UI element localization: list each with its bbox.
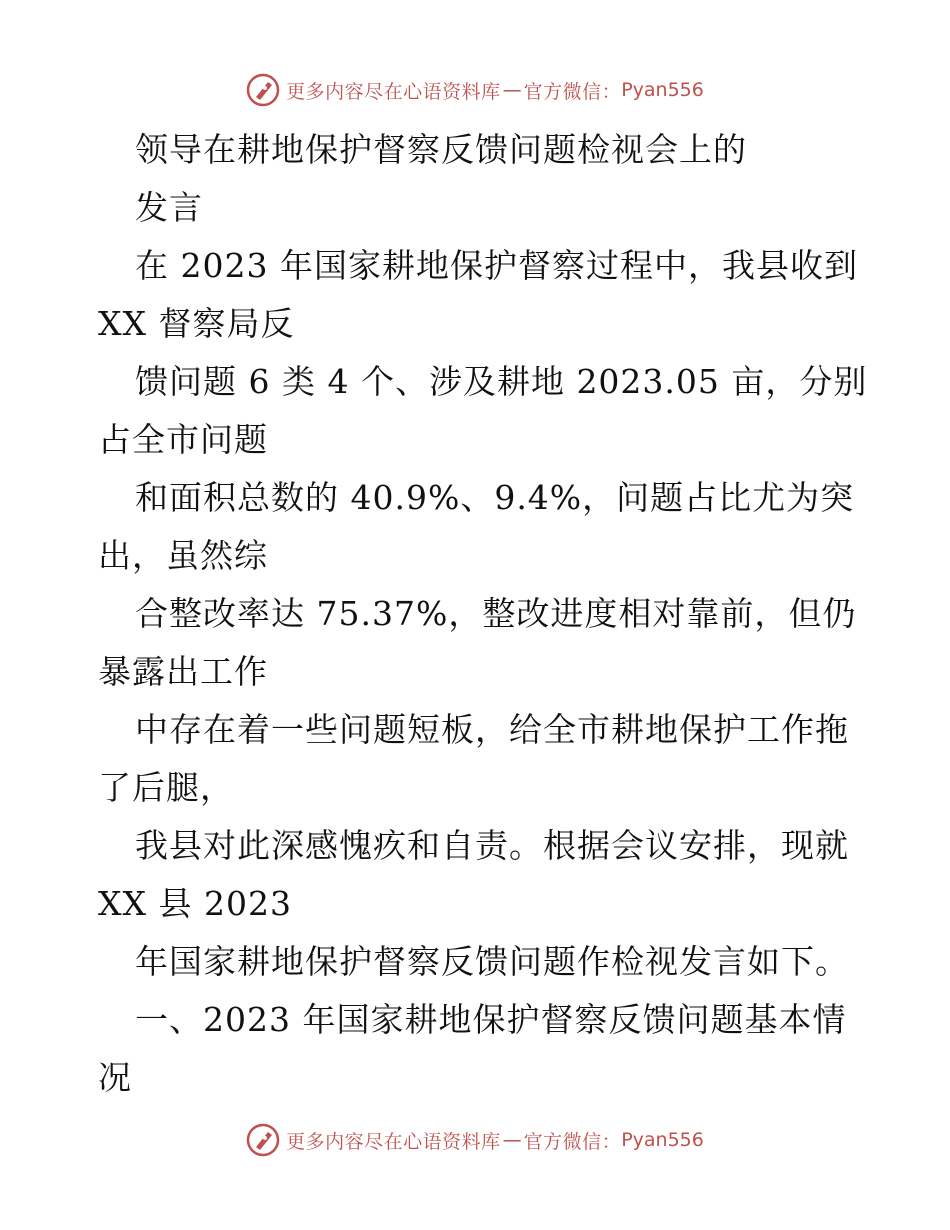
- text-line: 出，虽然综: [98, 536, 268, 575]
- text-line: 中存在着一些问题短板，给全市耕地保护工作拖: [135, 710, 849, 749]
- text-line: 发言: [135, 188, 203, 227]
- text-line: 一、2023 年国家耕地保护督察反馈问题基本情: [135, 1000, 847, 1039]
- watermark-wechat-label: 官方微信：: [523, 1130, 622, 1153]
- text-line: 在 2023 年国家耕地保护督察过程中，我县收到: [135, 246, 858, 285]
- watermark-wechat-id: Pyan556: [621, 1129, 704, 1151]
- watermark-separator: —: [502, 1129, 522, 1151]
- watermark-wechat-id: Pyan556: [621, 79, 704, 101]
- text-line: 占全市问题: [98, 420, 268, 459]
- text-line: 馈问题 6 类 4 个、涉及耕地 2023.05 亩，分别: [135, 362, 868, 401]
- text-line: 了后腿，: [98, 768, 234, 807]
- pen-nib-logo-icon: [246, 1123, 280, 1157]
- text-line: XX 督察局反: [98, 304, 295, 343]
- watermark-wechat-label: 官方微信：: [523, 80, 622, 103]
- text-line: 和面积总数的 40.9%、9.4%，问题占比尤为突: [135, 478, 855, 517]
- document-body: [98, 121, 868, 1107]
- text-line: 况: [98, 1058, 132, 1097]
- watermark-header: [0, 70, 950, 110]
- pen-nib-logo-icon: [246, 73, 280, 107]
- text-line: XX 县 2023: [98, 884, 292, 923]
- text-line: 我县对此深感愧疚和自责。根据会议安排，现就: [135, 826, 849, 865]
- watermark-site-name: 更多内容尽在心语资料库: [286, 1130, 501, 1153]
- text-line: 领导在耕地保护督察反馈问题检视会上的: [135, 130, 747, 169]
- text-line: 合整改率达 75.37%，整改进度相对靠前，但仍: [135, 594, 857, 633]
- watermark-separator: —: [502, 79, 522, 101]
- watermark-site-name: 更多内容尽在心语资料库: [286, 80, 501, 103]
- watermark-footer: [0, 1120, 950, 1160]
- text-line: 年国家耕地保护督察反馈问题作检视发言如下。: [135, 942, 849, 981]
- text-line: 暴露出工作: [98, 652, 268, 691]
